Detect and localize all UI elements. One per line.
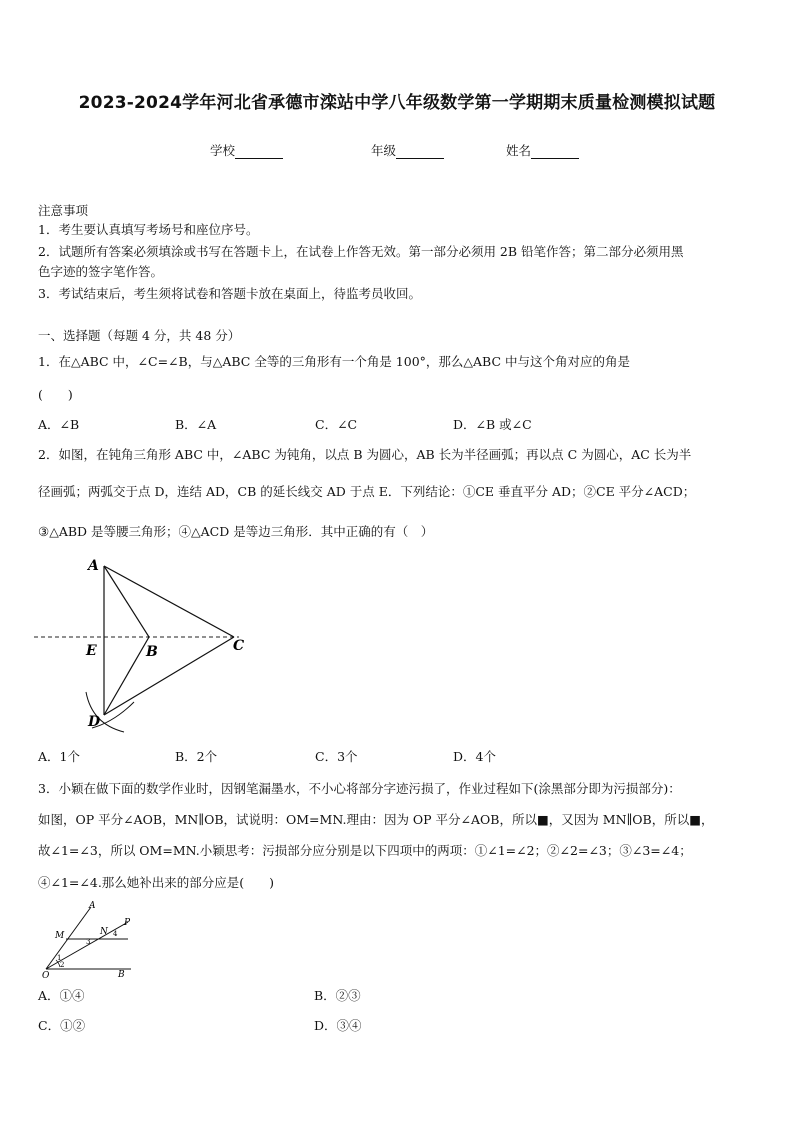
name-blank[interactable]	[531, 145, 579, 159]
q1-stem: 1．在△ABC 中，∠C=∠B，与△ABC 全等的三角形有一个角是 100°，那么△ABC 中与这个角对应的角是	[38, 354, 630, 369]
label-o: O	[42, 971, 50, 979]
name-label: 姓名	[506, 143, 532, 158]
grade-label: 年级	[371, 143, 397, 158]
label-2: 2	[60, 961, 65, 969]
q2-figure	[34, 552, 264, 737]
q3-line: 故∠1=∠3，所以 OM=MN.小颖思考：污损部分应分别是以下四项中的两项：①∠1=∠2；②∠2=∠3；③∠3=∠4；	[38, 843, 692, 858]
label-n: N	[100, 927, 108, 937]
q3-figure	[36, 897, 151, 979]
page-title: 2023-2024学年河北省承德市滦站中学八年级数学第一学期期末质量检测模拟试题	[78, 93, 716, 113]
label-c: C	[233, 638, 245, 654]
q1-option-c[interactable]: C．∠C	[315, 417, 358, 432]
q2-option-a[interactable]: A．1个	[38, 749, 80, 764]
grade-field[interactable]	[371, 141, 444, 159]
label-d: D	[88, 714, 101, 730]
label-a: A	[89, 901, 96, 911]
label-4: 4	[113, 930, 118, 938]
school-label: 学校	[210, 143, 236, 158]
q2-line: 2．如图，在钝角三角形 ABC 中，∠ABC 为钝角，以点 B 为圆心，AB 长为半径画弧；再以点 C 为圆心，AC 长为半	[38, 447, 692, 462]
segment-ab	[104, 566, 149, 637]
q3-line: ④∠1=∠4.那么她补出来的部分应是( )	[38, 875, 275, 890]
q2-option-c[interactable]: C．3个	[315, 749, 358, 764]
label-a: A	[88, 558, 99, 574]
label-b: B	[146, 644, 158, 660]
q2-line: 径画弧；两弧交于点 D，连结 AD，CB 的延长线交 AD 于点 E．下列结论：①CE 垂直平分 AD；②CE 平分∠ACD；	[38, 484, 696, 499]
ray-oa	[46, 907, 91, 969]
label-p: P	[124, 918, 131, 928]
notice-item: 2．试题所有答案必须填涂或书写在答题卡上，在试卷上作答无效。第一部分必须用 2B 铅笔作答；第二部分必须用黑	[38, 244, 684, 259]
q1-option-b[interactable]: B．∠A	[175, 417, 217, 432]
q3-option-b[interactable]: B．②③	[314, 988, 361, 1003]
label-m: M	[55, 931, 65, 941]
name-field[interactable]	[506, 141, 579, 159]
segment-db	[104, 637, 149, 715]
q3-option-a[interactable]: A．①④	[38, 988, 85, 1003]
q3-option-d[interactable]: D．③④	[314, 1018, 362, 1033]
q1-option-a[interactable]: A．∠B	[38, 417, 80, 432]
label-1: 1	[57, 954, 62, 962]
label-3: 3	[86, 938, 91, 946]
q3-option-c[interactable]: C．①②	[38, 1018, 86, 1033]
q2-line: ③△ABD 是等腰三角形；④△ACD 是等边三角形．其中正确的有（ ）	[38, 524, 434, 539]
school-blank[interactable]	[235, 145, 283, 159]
q3-line: 3．小颖在做下面的数学作业时，因钢笔漏墨水，不小心将部分字迹污损了，作业过程如下(涂黑部分即为污损部分)：	[38, 781, 681, 796]
school-field[interactable]	[210, 141, 283, 159]
notice-item: 色字迹的签字笔作答。	[38, 264, 164, 279]
label-e: E	[86, 643, 97, 659]
segment-ac	[104, 566, 234, 637]
section-heading: 一、选择题（每题 4 分，共 48 分）	[38, 328, 241, 343]
q2-option-b[interactable]: B．2个	[175, 749, 218, 764]
notice-item: 3．考试结束后，考生须将试卷和答题卡放在桌面上，待监考员收回。	[38, 286, 421, 301]
q3-line: 如图，OP 平分∠AOB，MN∥OB，试说明：OM=MN.理由：因为 OP 平分∠AOB，所以■，又因为 MN∥OB，所以■，	[38, 812, 714, 827]
q2-option-d[interactable]: D．4个	[453, 749, 496, 764]
q1-option-d[interactable]: D．∠B 或∠C	[453, 417, 532, 432]
notice-heading: 注意事项	[38, 203, 89, 218]
grade-blank[interactable]	[396, 145, 444, 159]
segment-dc	[104, 637, 234, 715]
q1-paren: ( )	[38, 387, 73, 402]
notice-item: 1．考生要认真填写考场号和座位序号。	[38, 222, 259, 237]
label-b: B	[118, 970, 125, 979]
